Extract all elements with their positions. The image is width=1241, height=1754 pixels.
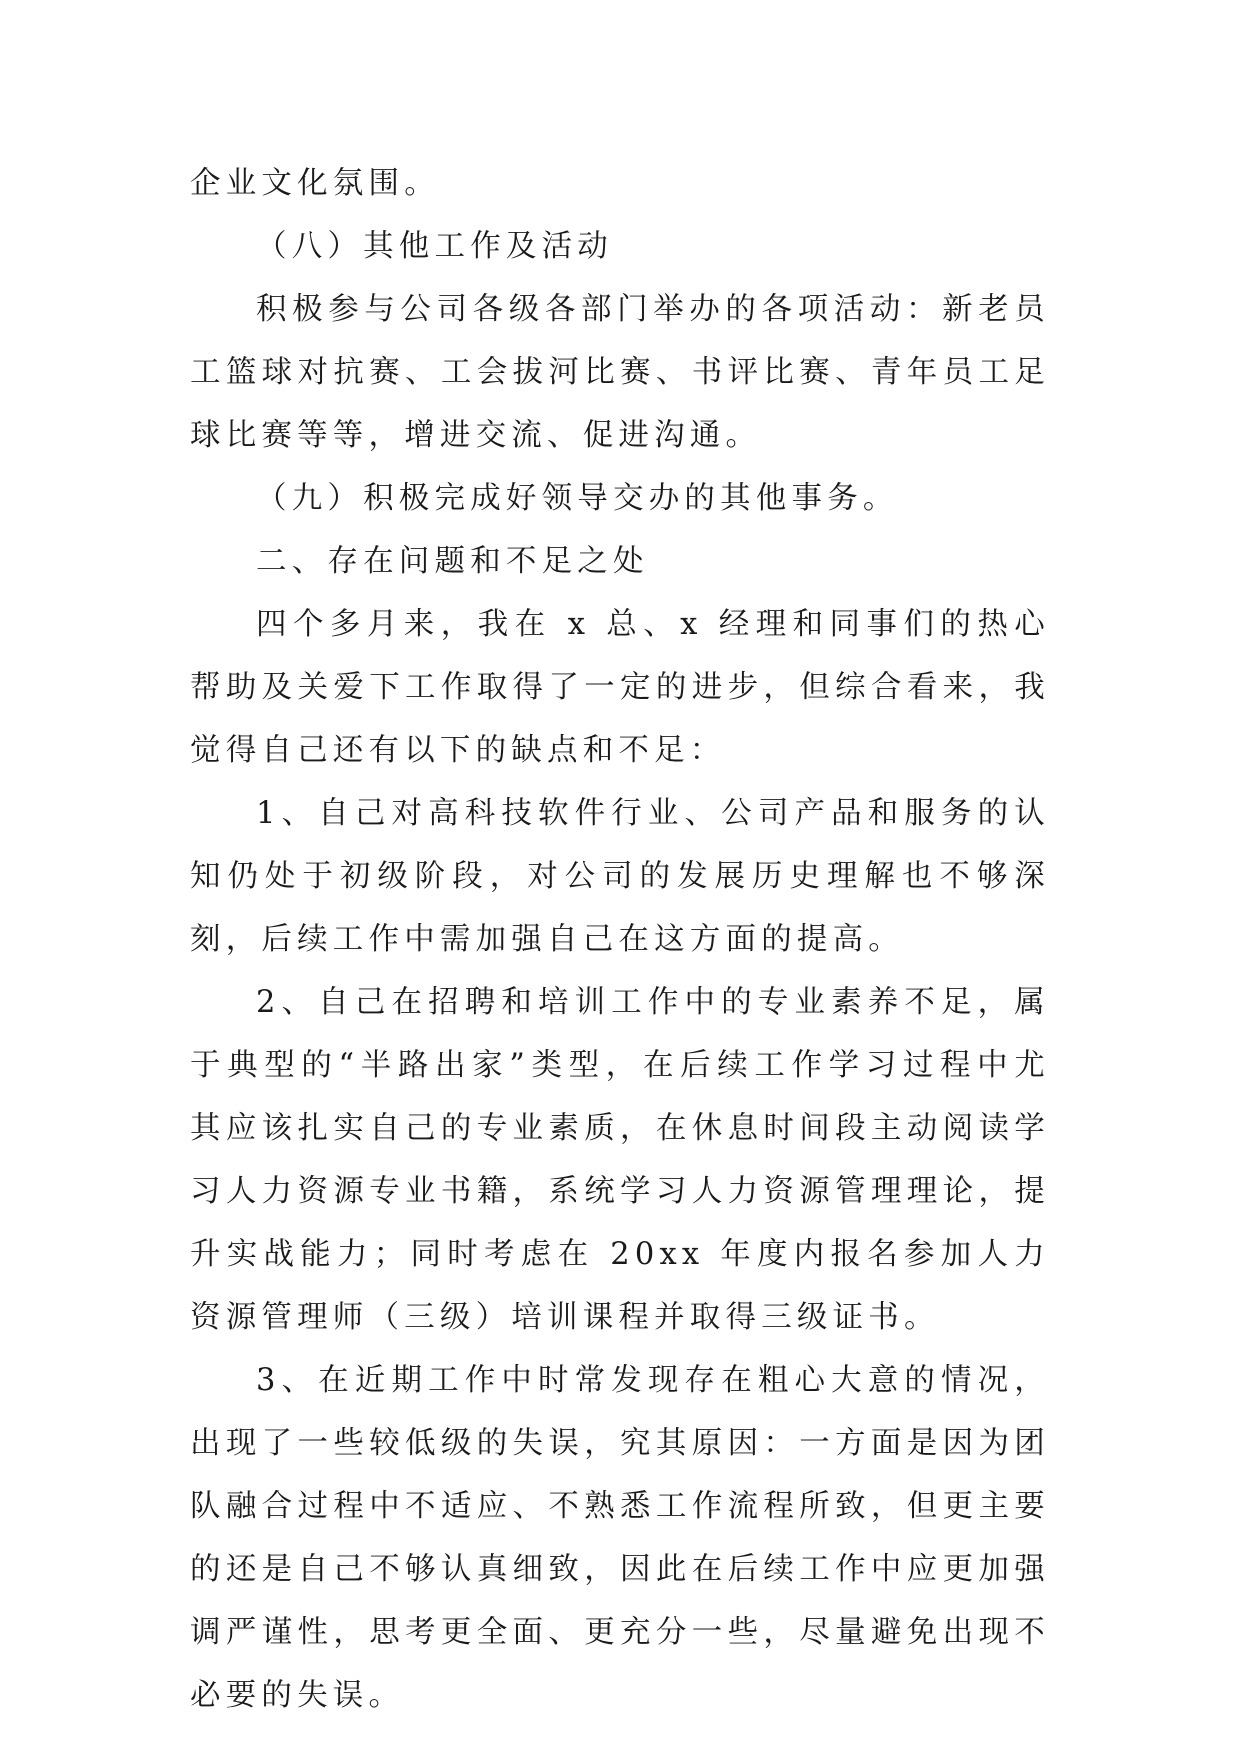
- section-heading-other-tasks: （九）积极完成好领导交办的其他事务。: [256, 481, 899, 516]
- paragraph-activities: 积极参与公司各级各部门举办的各项活动：新老员工篮球对抗赛、工会拔河比赛、书评比赛、青年员工足球比赛等等，增进交流、促进沟通。: [190, 292, 1050, 453]
- section-heading-other-work: （八）其他工作及活动: [256, 229, 613, 264]
- paragraph-continuation: 企业文化氛围。: [190, 166, 440, 201]
- document-body: [190, 152, 1050, 1727]
- paragraph-item-2: 2、自己在招聘和培训工作中的专业素养不足，属于典型的“半路出家”类型，在后续工作学习过程中尤其应该扎实自己的专业素质，在休息时间段主动阅读学习人力资源专业书籍，系统学习人力资源管理理论，提升实战能力；同时考虑在 20xx 年度内报名参加人力资源管理师（三级）培训课程并取得三级证书。: [190, 985, 1050, 1335]
- paragraph-item-3: 3、在近期工作中时常发现存在粗心大意的情况，出现了一些较低级的失误，究其原因：一方面是因为团队融合过程中不适应、不熟悉工作流程所致，但更主要的还是自己不够认真细致，因此在后续工作中应更加强调严谨性，思考更全面、更充分一些，尽量避免出现不必要的失误。: [190, 1363, 1050, 1713]
- paragraph-item-1: 1、自己对高科技软件行业、公司产品和服务的认知仍处于初级阶段，对公司的发展历史理解也不够深刻，后续工作中需加强自己在这方面的提高。: [190, 796, 1050, 957]
- section-heading-problems: 二、存在问题和不足之处: [256, 544, 649, 579]
- paragraph-summary: 四个多月来，我在 x 总、x 经理和同事们的热心帮助及关爱下工作取得了一定的进步，但综合看来，我觉得自己还有以下的缺点和不足：: [190, 607, 1050, 768]
